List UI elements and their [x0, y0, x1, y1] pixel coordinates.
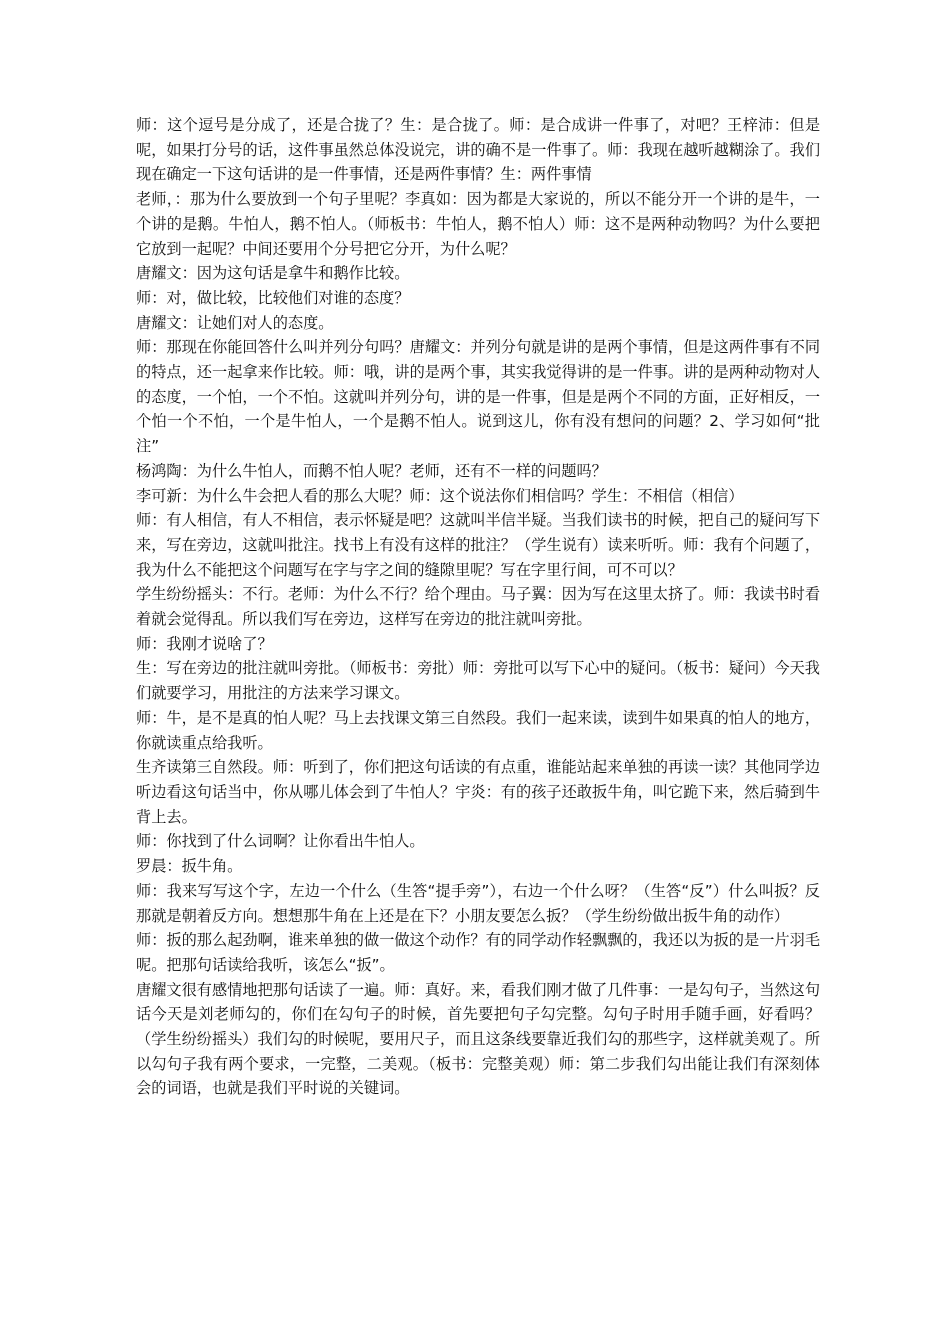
paragraph-4: 师：对，做比较，比较他们对谁的态度？: [136, 288, 410, 307]
paragraph-10: 学生纷纷摇头：不行。老师：为什么不行？给个理由。马子翼：因为写在这里太挤了。师：我读书时看着就会觉得乱。所以我们写在旁边，这样写在旁边的批注就叫旁批。: [136, 585, 820, 629]
paragraph-8: 李可新：为什么牛会把人看的那么大呢？师：这个说法你们相信吗？学生：不相信（相信）: [136, 486, 744, 505]
paragraph-19: 唐耀文很有感情地把那句话读了一遍。师：真好。来，看我们刚才做了几件事：一是勾句子，当然这句话今天是刘老师勾的，你们在勾句子的时候，首先要把句子勾完整。勾句子时用手随手画，好看吗？（学生纷纷摇头）我们勾的时候呢，要用尺子，而且这条线要靠近我们勾的那些字，这样就美观了。所以勾句子我有两个要求，一完整，二美观。（板书：完整美观）师：第二步我们勾出能让我们有深刻体会的词语，也就是我们平时说的关键词。: [136, 980, 820, 1098]
paragraph-3: 唐耀文：因为这句话是拿牛和鹅作比较。: [136, 264, 410, 283]
paragraph-18: 师：扳的那么起劲啊，谁来单独的做一做这个动作？有的同学动作轻飘飘的，我还以为扳的是一片羽毛呢。把那句话读给我听，该怎么“扳”。: [136, 931, 820, 974]
document-page: [136, 113, 820, 1101]
paragraph-2: 老师，：那为什么要放到一个句子里呢？李真如：因为都是大家说的，所以不能分开一个讲的是牛，一个讲的是鹅。牛怕人，鹅不怕人。（师板书：牛怕人，鹅不怕人）师：这不是两种动物吗？为什么要把它放到一起呢？中间还要用个分号把它分开，为什么呢？: [136, 190, 820, 258]
paragraph-6: 师：那现在你能回答什么叫并列分句吗？唐耀文：并列分句就是讲的是两个事情，但是这两件事有不同的特点，还一起拿来作比较。师：哦，讲的是两个事，其实我觉得讲的是一件事。讲的是两种动物对人的态度，一个怕，一个不怕。这就叫并列分句，讲的是一件事，但是是两个不同的方面，正好相反，一个怕一个不怕，一个是牛怕人，一个是鹅不怕人。说到这儿，你有没有想问的问题？2、学习如何“批注”: [136, 338, 820, 456]
paragraph-1: 师：这个逗号是分成了，还是合拢了？生：是合拢了。师：是合成讲一件事了，对吧？王梓沛：但是呢，如果打分号的话，这件事虽然总体没说完，讲的确不是一件事了。师：我现在越听越糊涂了。我们现在确定一下这句话讲的是一件事情，还是两件事情？生：两件事情: [136, 116, 820, 184]
paragraph-16: 罗晨：扳牛角。: [136, 857, 243, 876]
paragraph-14: 生齐读第三自然段。师：听到了，你们把这句话读的有点重，谁能站起来单独的再读一读？其他同学边听边看这句话当中，你从哪儿体会到了牛怕人？宇炎：有的孩子还敢扳牛角，叫它跪下来，然后骑到牛背上去。: [136, 758, 820, 826]
paragraph-5: 唐耀文：让她们对人的态度。: [136, 313, 334, 332]
paragraph-15: 师：你找到了什么词啊？让你看出牛怕人。: [136, 832, 425, 851]
paragraph-17: 师：我来写写这个字，左边一个什么（生答“提手旁”），右边一个什么呀？（生答“反”）什么叫扳？反那就是朝着反方向。想想那牛角在上还是在下？小朋友要怎么扳？（学生纷纷做出扳牛角的动作）: [136, 881, 820, 925]
paragraph-13: 师：牛，是不是真的怕人呢？马上去找课文第三自然段。我们一起来读，读到牛如果真的怕人的地方，你就读重点给我听。: [136, 708, 820, 752]
paragraph-11: 师：我刚才说啥了？: [136, 634, 273, 653]
paragraph-12: 生：写在旁边的批注就叫旁批。（师板书：旁批）师：旁批可以写下心中的疑问。（板书：疑问）今天我们就要学习，用批注的方法来学习课文。: [136, 659, 820, 703]
paragraph-9: 师：有人相信，有人不相信，表示怀疑是吧？这就叫半信半疑。当我们读书的时候，把自己的疑问写下来，写在旁边，这就叫批注。找书上有没有这样的批注？（学生说有）读来听听。师：我有个问题了，我为什么不能把这个问题写在字与字之间的缝隙里呢？写在字里行间，可不可以？: [136, 511, 820, 579]
paragraph-7: 杨鸿陶：为什么牛怕人，而鹅不怕人呢？老师，还有不一样的问题吗？: [136, 461, 607, 480]
